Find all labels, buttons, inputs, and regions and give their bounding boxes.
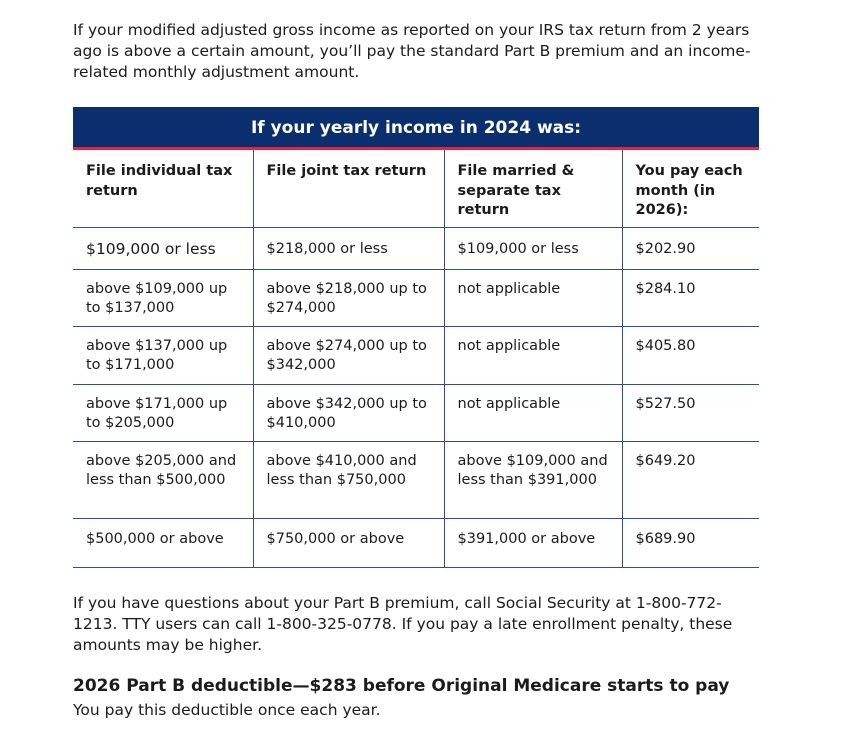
- income-premium-grid: [73, 150, 759, 568]
- cell-married-separate: not applicable: [444, 326, 622, 384]
- cell-monthly-pay: $689.90: [622, 518, 759, 567]
- table-banner: If your yearly income in 2024 was:: [73, 107, 759, 150]
- header-joint: File joint tax return: [253, 150, 444, 227]
- header-married-separate: File married & separate tax return: [444, 150, 622, 227]
- cell-monthly-pay: $649.20: [622, 441, 759, 518]
- table-row: [73, 384, 759, 441]
- table-header-row: [73, 150, 759, 227]
- deductible-heading: 2026 Part B deductible—$283 before Original Medicare starts to pay: [73, 676, 730, 696]
- cell-individual: $500,000 or above: [73, 518, 253, 567]
- cell-individual: above $137,000 up to $171,000: [73, 326, 253, 384]
- cell-married-separate: above $109,000 and less than $391,000: [444, 441, 622, 518]
- cell-joint: above $410,000 and less than $750,000: [253, 441, 444, 518]
- cell-monthly-pay: $284.10: [622, 269, 759, 326]
- cell-individual: above $205,000 and less than $500,000: [73, 441, 253, 518]
- header-individual: File individual tax return: [73, 150, 253, 227]
- table-row: [73, 269, 759, 326]
- premium-table: [73, 107, 759, 568]
- header-monthly-pay: You pay each month (in 2026):: [622, 150, 759, 227]
- cell-married-separate: not applicable: [444, 384, 622, 441]
- cell-joint: above $274,000 up to $342,000: [253, 326, 444, 384]
- cell-monthly-pay: $202.90: [622, 227, 759, 269]
- table-row: [73, 518, 759, 567]
- intro-paragraph: If your modified adjusted gross income as reported on your IRS tax return from 2 years ago is above a certain amount, you’ll pay the standard Part B premium and an income-related monthly adjustment amount.: [73, 21, 751, 81]
- cell-monthly-pay: $527.50: [622, 384, 759, 441]
- cell-joint: above $342,000 up to $410,000: [253, 384, 444, 441]
- cell-married-separate: not applicable: [444, 269, 622, 326]
- table-row: [73, 227, 759, 269]
- cell-joint: $218,000 or less: [253, 227, 444, 269]
- cell-married-separate: $109,000 or less: [444, 227, 622, 269]
- questions-paragraph: If you have questions about your Part B premium, call Social Security at 1-800-772-1213. TTY users can call 1-800-325-0778. If you pay a late enrollment penalty, these amounts may be higher.: [73, 594, 733, 654]
- cell-married-separate: $391,000 or above: [444, 518, 622, 567]
- cell-individual: above $171,000 up to $205,000: [73, 384, 253, 441]
- table-row: [73, 326, 759, 384]
- table-row: [73, 441, 759, 518]
- cell-joint: above $218,000 up to $274,000: [253, 269, 444, 326]
- deductible-note: You pay this deductible once each year.: [73, 701, 381, 719]
- cell-monthly-pay: $405.80: [622, 326, 759, 384]
- cell-individual: $109,000 or less: [73, 227, 253, 269]
- cell-joint: $750,000 or above: [253, 518, 444, 567]
- cell-individual: above $109,000 up to $137,000: [73, 269, 253, 326]
